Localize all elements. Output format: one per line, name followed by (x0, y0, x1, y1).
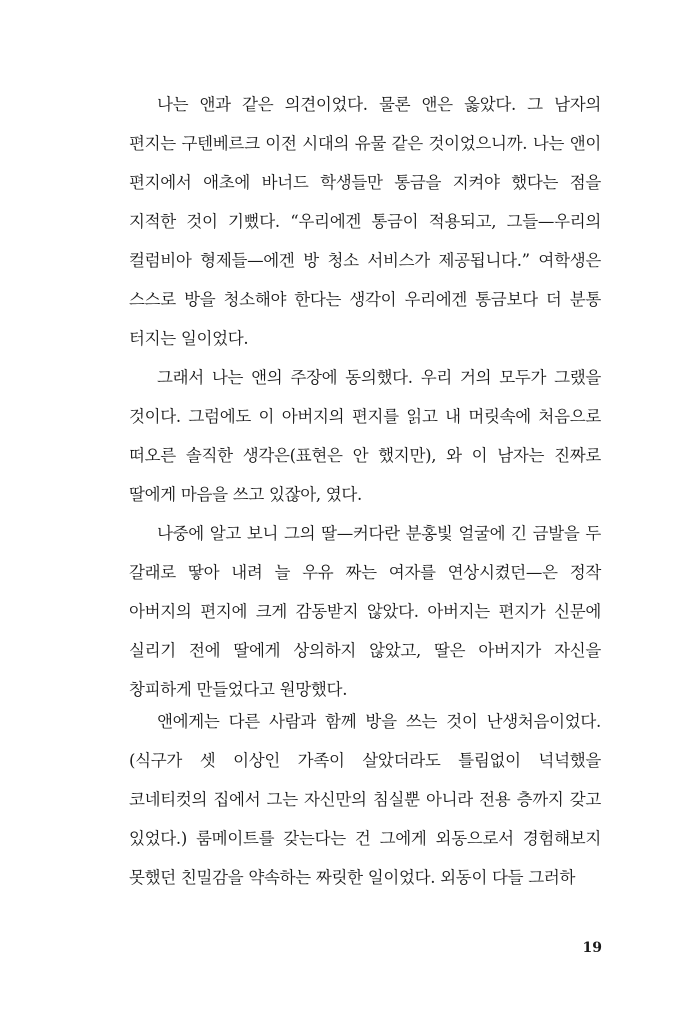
paragraph: 앤에게는 다른 사람과 함께 방을 쓰는 것이 난생처음이었다. (식구가 셋 이상인 가족이 살았더라도 틀림없이 넉넉했을 코네티컷의 집에서 그는 자신만의 침실뿐 아니라 전용 층까지 갖고 있었다.) 룸메이트를 갖는다는 건 그에게 외동으로서 경험해보지 못했던 친밀감을 약속하는 짜릿한 일이었다. 외동이 다들 그러하 (129, 712, 601, 887)
paragraph: 그래서 나는 앤의 주장에 동의했다. 우리 거의 모두가 그랬을 것이다. 그럼에도 이 아버지의 편지를 읽고 내 머릿속에 처음으로 떠오른 솔직한 생각은(표현은 안 했지만), 와 이 남자는 진짜로 딸에게 마음을 쓰고 있잖아, 였다. (129, 368, 601, 504)
body-text-section-2 (129, 702, 601, 897)
paragraph: 나는 앤과 같은 의견이었다. 물론 앤은 옳았다. 그 남자의 편지는 구텐베르크 이전 시대의 유물 같은 것이었으니까. 나는 앤이 편지에서 애초에 바너드 학생들만 통금을 지켜야 했다는 점을 지적한 것이 기뻤다. “우리에겐 통금이 적용되고, 그들—우리의 컬럼비아 형제들—에겐 방 청소 서비스가 제공됩니다.” 여학생은 스스로 방을 청소해야 한다는 생각이 우리에겐 통금보다 더 분통 터지는 일이었다. (129, 95, 601, 348)
paragraph: 나중에 알고 보니 그의 딸—커다란 분홍빛 얼굴에 긴 금발을 두 갈래로 땋아 내려 늘 우유 짜는 여자를 연상시켰던—은 정작 아버지의 편지에 크게 감동받지 않았다. 아버지는 편지가 신문에 실리기 전에 딸에게 상의하지 않았고, 딸은 아버지가 자신을 창피하게 만들었다고 원망했다. (129, 524, 601, 699)
page-number: 19 (582, 940, 602, 956)
body-text-section-1 (129, 85, 601, 709)
